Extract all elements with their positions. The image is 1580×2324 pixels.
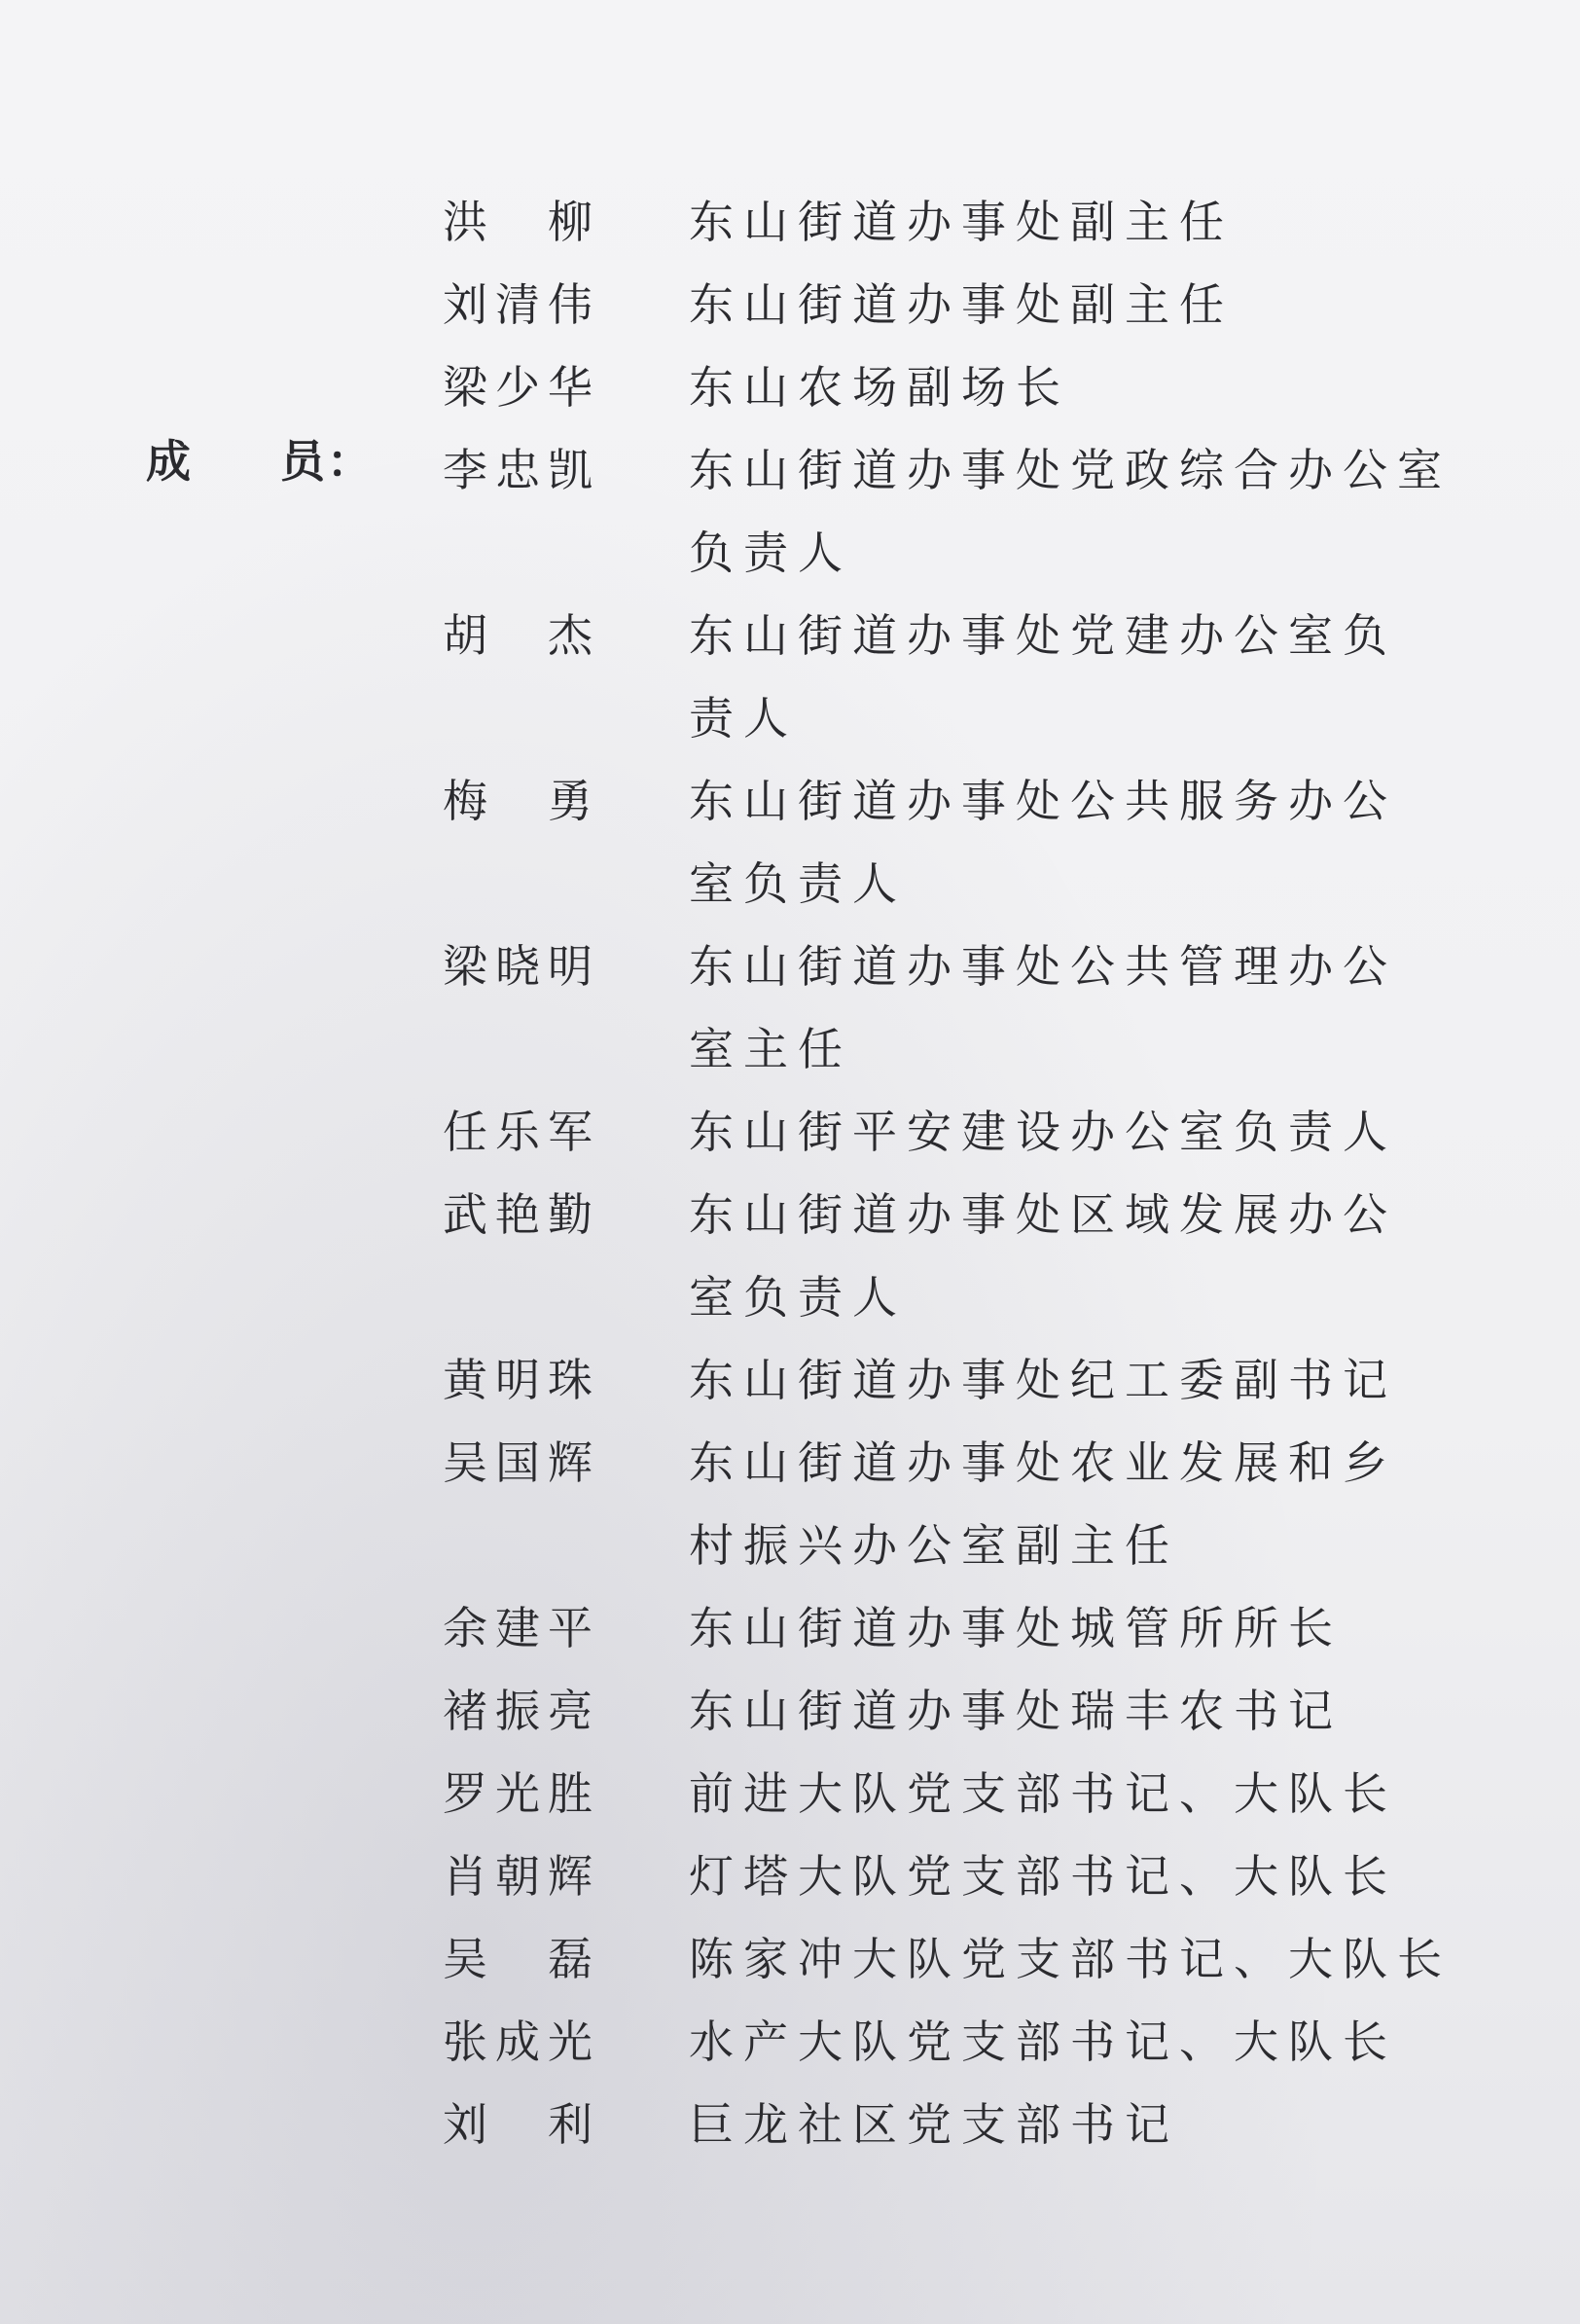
members-label-left: 成 — [146, 435, 193, 488]
member-name: 余建平 — [443, 1602, 598, 1654]
member-title-line: 东山街道办事处副主任 — [689, 196, 1234, 248]
member-name: 任乐军 — [443, 1106, 598, 1158]
member-title-line: 东山农场副场长 — [689, 361, 1070, 414]
member-title-line: 负责人 — [689, 527, 852, 579]
member-name: 褚振亮 — [443, 1685, 598, 1737]
member-title-line: 陈家冲大队党支部书记、大队长 — [689, 1933, 1452, 1985]
member-title-line: 东山街道办事处党政综合办公室 — [689, 444, 1452, 496]
member-title-line: 室负责人 — [689, 1271, 907, 1324]
member-name: 吴国辉 — [443, 1436, 598, 1489]
member-title-line: 责人 — [689, 692, 798, 744]
member-title-line: 东山街道办事处城管所所长 — [689, 1602, 1343, 1654]
member-title-line: 东山街道办事处纪工委副书记 — [689, 1354, 1397, 1406]
member-name: 罗光胜 — [443, 1767, 598, 1820]
member-title-line: 村振兴办公室副主任 — [689, 1519, 1179, 1572]
member-name: 胡 杰 — [443, 609, 598, 662]
member-name: 吴 磊 — [443, 1933, 598, 1985]
member-title-line: 室主任 — [689, 1023, 852, 1075]
member-title-line: 灯塔大队党支部书记、大队长 — [689, 1850, 1397, 1903]
member-title-line: 东山街道办事处区域发展办公 — [689, 1188, 1397, 1241]
member-title-line: 前进大队党支部书记、大队长 — [689, 1767, 1397, 1820]
member-name: 梅 勇 — [443, 775, 598, 827]
member-name: 梁晓明 — [443, 940, 598, 993]
member-title-line: 东山街道办事处农业发展和乡 — [689, 1436, 1397, 1489]
member-title-line: 东山街平安建设办公室负责人 — [689, 1106, 1397, 1158]
members-label-right: 员： — [280, 435, 374, 488]
member-title-line: 东山街道办事处瑞丰农书记 — [689, 1685, 1343, 1737]
member-title-line: 室负责人 — [689, 857, 907, 910]
member-title-line: 东山街道办事处公共服务办公 — [689, 775, 1397, 827]
member-name: 肖朝辉 — [443, 1850, 598, 1903]
member-title-line: 东山街道办事处公共管理办公 — [689, 940, 1397, 993]
member-title-line: 东山街道办事处副主任 — [689, 278, 1234, 331]
member-name: 洪 柳 — [443, 196, 598, 248]
member-name: 刘清伟 — [443, 278, 598, 331]
member-title-line: 巨龙社区党支部书记 — [689, 2098, 1179, 2151]
member-title-line: 水产大队党支部书记、大队长 — [689, 2015, 1397, 2068]
member-name: 黄明珠 — [443, 1354, 598, 1406]
member-name: 梁少华 — [443, 361, 598, 414]
member-name: 李忠凯 — [443, 444, 598, 496]
member-name: 张成光 — [443, 2015, 598, 2068]
member-name: 武艳勤 — [443, 1188, 598, 1241]
member-name: 刘 利 — [443, 2098, 598, 2151]
member-title-line: 东山街道办事处党建办公室负 — [689, 609, 1397, 662]
